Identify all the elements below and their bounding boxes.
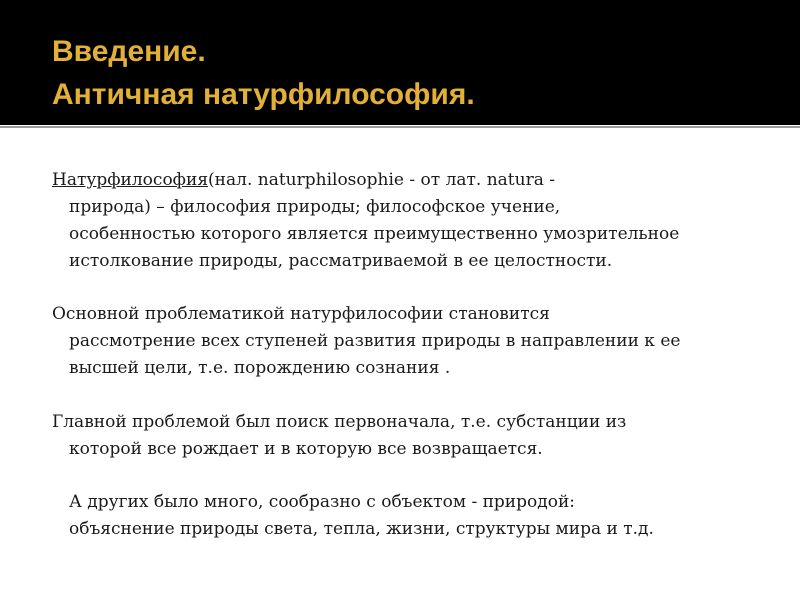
paragraph-4-line-2: объяснение природы света, тепла, жизни, структуры мира и т.д.	[69, 519, 654, 539]
paragraph-4-line-1: А других было много, сообразно с объектом - природой:	[69, 492, 576, 512]
paragraph-2-line-1: Основной проблематикой натурфилософии становится	[52, 304, 550, 324]
paragraph-1-etymology: (нал. naturphilosophie - от лат. natura -	[208, 170, 555, 190]
paragraph-1-line-4: истолкование природы, рассматриваемой в ее целостности.	[69, 251, 613, 271]
slide-title-line-2: Античная натурфилософия.	[52, 78, 475, 111]
term-naturphilosophy: Натурфилософия	[52, 170, 209, 190]
slide-title-line-1: Введение.	[52, 35, 206, 68]
paragraph-2-line-2: рассмотрение всех ступеней развития природы в направлении к ее	[69, 331, 681, 351]
paragraph-2-line-3: высшей цели, т.е. порождению сознания .	[69, 358, 451, 378]
paragraph-3-line-2: которой все рождает и в которую все возвращается.	[69, 439, 543, 459]
paragraph-1-line-3: особенностью которого является преимущественно умозрительное	[69, 224, 680, 244]
paragraph-3-line-1: Главной проблемой был поиск первоначала, т.е. субстанции из	[52, 412, 627, 432]
paragraph-1-line-1	[52, 170, 555, 190]
paragraph-1-line-2: природа) – философия природы; философское учение,	[69, 197, 561, 217]
